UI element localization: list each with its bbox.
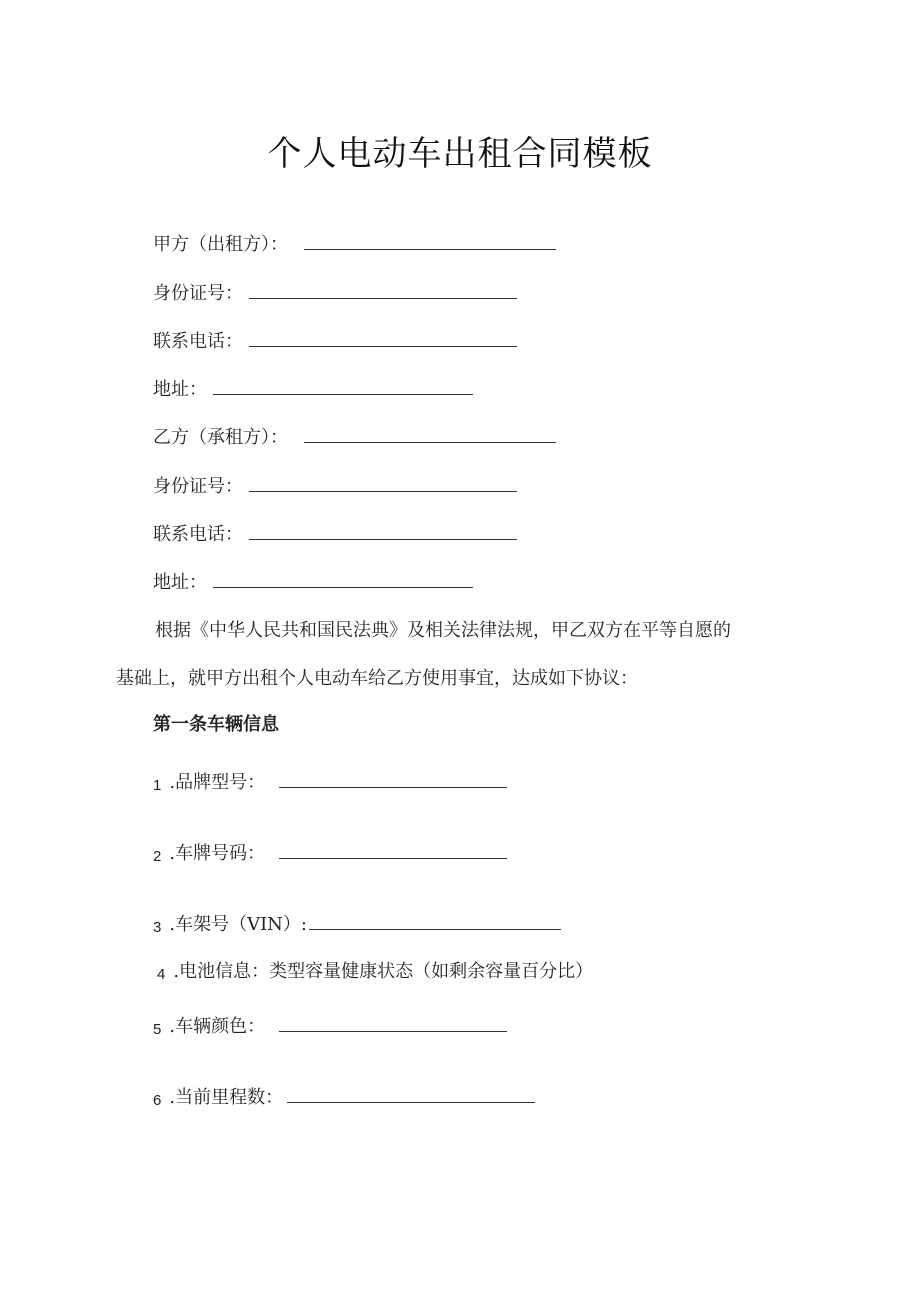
party-b-address-row [153, 564, 473, 594]
party-b-name-blank[interactable] [304, 441, 556, 443]
item-number: 6 [153, 1092, 162, 1109]
color-blank[interactable] [279, 1030, 507, 1032]
mileage-blank[interactable] [287, 1101, 535, 1103]
item-label: .品牌型号： [169, 772, 266, 793]
party-b-name-row [153, 419, 556, 449]
vehicle-item-6 [153, 1079, 535, 1109]
item-label: .电池信息：类型容量健康状态（如剩余容量百分比） [173, 961, 594, 982]
party-a-phone-blank[interactable] [249, 345, 517, 347]
party-a-address-blank[interactable] [213, 393, 473, 395]
party-b-phone-blank[interactable] [249, 538, 517, 540]
section-1-heading: 第一条车辆信息 [153, 714, 279, 735]
party-b-address-label: 地址： [153, 572, 207, 593]
item-number: 3 [153, 919, 162, 936]
party-a-name-blank[interactable] [304, 248, 556, 250]
plate-number-blank[interactable] [279, 857, 507, 859]
party-a-id-blank[interactable] [249, 297, 517, 299]
party-b-id-blank[interactable] [249, 490, 517, 492]
item-number: 2 [153, 848, 162, 865]
party-a-id-row [153, 275, 517, 305]
vehicle-item-1 [153, 764, 507, 794]
party-a-address-label: 地址： [153, 379, 207, 400]
party-b-phone-label: 联系电话： [153, 524, 243, 545]
item-label: .车辆颜色： [169, 1016, 266, 1037]
party-b-id-row [153, 468, 517, 498]
item-number: 5 [153, 1021, 162, 1038]
preamble-line-1: 根据《中华人民共和国民法典》及相关法律法规，甲乙双方在平等自愿的 [155, 620, 731, 641]
party-a-phone-row [153, 323, 517, 353]
vin-blank[interactable] [309, 928, 561, 930]
item-label: .车牌号码： [169, 843, 266, 864]
party-b-address-blank[interactable] [213, 586, 473, 588]
vehicle-item-5 [153, 1008, 507, 1038]
party-b-id-label: 身份证号： [153, 476, 243, 497]
item-label: .当前里程数： [169, 1087, 284, 1108]
vehicle-item-3 [153, 906, 561, 936]
party-b-name-label: 乙方（承租方）： [153, 427, 288, 448]
party-a-address-row [153, 371, 473, 401]
item-number: 4 [157, 966, 166, 983]
brand-model-blank[interactable] [279, 786, 507, 788]
party-b-phone-row [153, 516, 517, 546]
vehicle-item-4 [157, 953, 593, 983]
item-label: .车架号（VIN）: [169, 914, 307, 935]
preamble-line-2: 基础上，就甲方出租个人电动车给乙方使用事宜，达成如下协议： [116, 668, 638, 689]
party-a-id-label: 身份证号： [153, 283, 243, 304]
party-a-phone-label: 联系电话： [153, 331, 243, 352]
item-number: 1 [153, 777, 162, 794]
party-a-name-row [153, 226, 556, 256]
document-title: 个人电动车出租合同模板 [267, 134, 653, 174]
party-a-name-label: 甲方（出租方）： [153, 234, 288, 255]
vehicle-item-2 [153, 835, 507, 865]
